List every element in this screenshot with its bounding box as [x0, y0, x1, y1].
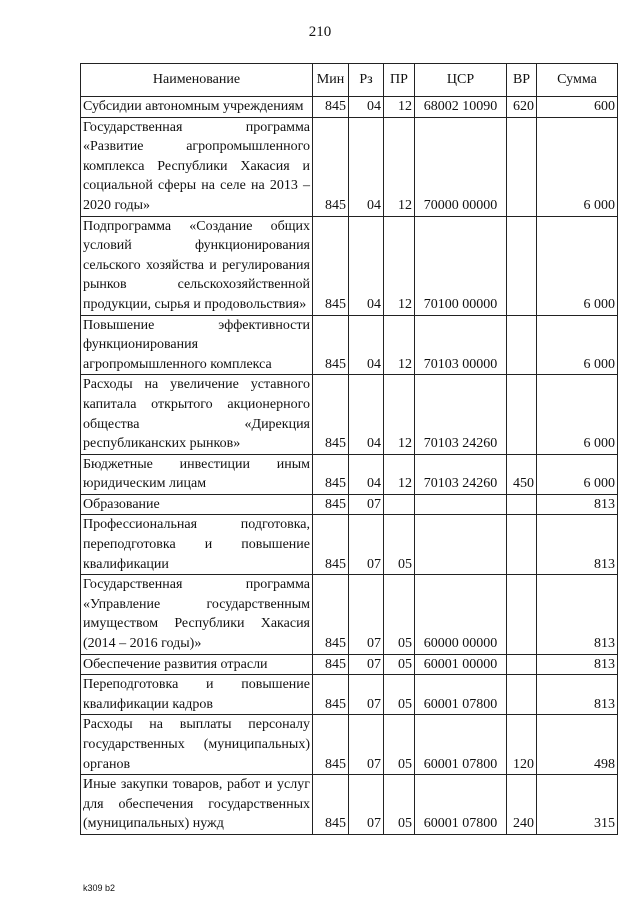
column-header-csr: ЦСР: [415, 64, 507, 97]
cell-vr: 450: [507, 454, 537, 494]
cell-csr: 60001 00000: [415, 654, 507, 675]
cell-csr: [415, 515, 507, 575]
column-header-pr: ПР: [384, 64, 415, 97]
cell-pr: 05: [384, 715, 415, 775]
cell-name: Субсидии автономным учреждениям: [81, 97, 313, 118]
cell-min: 845: [313, 575, 349, 654]
column-header-min: Мин: [313, 64, 349, 97]
cell-rz: 07: [349, 515, 384, 575]
cell-pr: 05: [384, 654, 415, 675]
cell-csr: 70100 00000: [415, 216, 507, 315]
table-row: [81, 494, 618, 515]
cell-pr: 05: [384, 515, 415, 575]
cell-vr: [507, 315, 537, 375]
cell-sum: 813: [537, 515, 618, 575]
cell-sum: 813: [537, 575, 618, 654]
cell-min: 845: [313, 454, 349, 494]
cell-name: Образование: [81, 494, 313, 515]
cell-pr: 05: [384, 675, 415, 715]
cell-rz: 04: [349, 117, 384, 216]
cell-rz: 04: [349, 454, 384, 494]
cell-name: Государственная программа «Развитие агропромышленного комплекса Республики Хакасия и социальной сферы на селе на 2013 – 2020 годы»: [81, 117, 313, 216]
column-header-sum: Сумма: [537, 64, 618, 97]
cell-pr: 12: [384, 375, 415, 454]
table-header-row: [81, 64, 618, 97]
cell-csr: 60001 07800: [415, 715, 507, 775]
cell-name: Расходы на увеличение уставного капитала открытого акционерного общества «Дирекция республиканских рынков»: [81, 375, 313, 454]
cell-vr: 120: [507, 715, 537, 775]
cell-csr: 60001 07800: [415, 775, 507, 835]
cell-min: 845: [313, 216, 349, 315]
cell-min: 845: [313, 775, 349, 835]
cell-min: 845: [313, 515, 349, 575]
budget-table: [80, 63, 618, 835]
cell-pr: 12: [384, 97, 415, 118]
table-row: [81, 715, 618, 775]
cell-sum: 6 000: [537, 117, 618, 216]
cell-sum: 6 000: [537, 315, 618, 375]
cell-vr: [507, 375, 537, 454]
cell-csr: 60001 07800: [415, 675, 507, 715]
cell-sum: 813: [537, 654, 618, 675]
table-row: [81, 216, 618, 315]
column-header-vr: ВР: [507, 64, 537, 97]
cell-vr: [507, 494, 537, 515]
cell-rz: 07: [349, 715, 384, 775]
cell-vr: [507, 216, 537, 315]
table-row: [81, 454, 618, 494]
table-row: [81, 97, 618, 118]
cell-rz: 04: [349, 375, 384, 454]
cell-sum: 813: [537, 675, 618, 715]
cell-rz: 04: [349, 97, 384, 118]
cell-csr: [415, 494, 507, 515]
table-row: [81, 675, 618, 715]
cell-name: Подпрограмма «Создание общих условий функционирования сельского хозяйства и регулирования рынков сельскохозяйственной продукции, сырья и продовольствия»: [81, 216, 313, 315]
table-row: [81, 315, 618, 375]
cell-sum: 498: [537, 715, 618, 775]
cell-rz: 07: [349, 654, 384, 675]
cell-sum: 6 000: [537, 216, 618, 315]
cell-csr: 70103 24260: [415, 375, 507, 454]
table-row: [81, 515, 618, 575]
table-row: [81, 117, 618, 216]
cell-vr: 240: [507, 775, 537, 835]
cell-name: Государственная программа «Управление государственным имуществом Республики Хакасия (2014 – 2016 годы)»: [81, 575, 313, 654]
cell-min: 845: [313, 315, 349, 375]
cell-vr: [507, 675, 537, 715]
cell-pr: [384, 494, 415, 515]
column-header-rz: Рз: [349, 64, 384, 97]
table-row: [81, 575, 618, 654]
cell-name: Обеспечение развития отрасли: [81, 654, 313, 675]
column-header-name: Наименование: [81, 64, 313, 97]
cell-sum: 6 000: [537, 375, 618, 454]
cell-csr: 70000 00000: [415, 117, 507, 216]
cell-rz: 04: [349, 216, 384, 315]
cell-vr: [507, 515, 537, 575]
cell-pr: 05: [384, 575, 415, 654]
page-number: 210: [308, 24, 332, 40]
cell-min: 845: [313, 375, 349, 454]
cell-sum: 6 000: [537, 454, 618, 494]
cell-pr: 12: [384, 454, 415, 494]
cell-name: Профессиональная подготовка, переподготовка и повышение квалификации: [81, 515, 313, 575]
table-row: [81, 775, 618, 835]
cell-pr: 12: [384, 216, 415, 315]
cell-pr: 12: [384, 315, 415, 375]
cell-csr: 60000 00000: [415, 575, 507, 654]
cell-rz: 04: [349, 315, 384, 375]
cell-sum: 600: [537, 97, 618, 118]
footer-code: k309 b2: [83, 883, 116, 893]
cell-rz: 07: [349, 494, 384, 515]
cell-vr: [507, 117, 537, 216]
cell-pr: 05: [384, 775, 415, 835]
cell-csr: 70103 00000: [415, 315, 507, 375]
table-row: [81, 654, 618, 675]
cell-vr: [507, 654, 537, 675]
cell-min: 845: [313, 97, 349, 118]
cell-rz: 07: [349, 675, 384, 715]
cell-min: 845: [313, 117, 349, 216]
cell-csr: 68002 10090: [415, 97, 507, 118]
cell-min: 845: [313, 715, 349, 775]
cell-min: 845: [313, 654, 349, 675]
cell-name: Расходы на выплаты персоналу государственных (муниципальных) органов: [81, 715, 313, 775]
cell-pr: 12: [384, 117, 415, 216]
cell-min: 845: [313, 494, 349, 515]
cell-name: Переподготовка и повышение квалификации кадров: [81, 675, 313, 715]
cell-vr: 620: [507, 97, 537, 118]
cell-sum: 813: [537, 494, 618, 515]
cell-min: 845: [313, 675, 349, 715]
cell-name: Повышение эффективности функционирования агропромышленного комплекса: [81, 315, 313, 375]
cell-name: Бюджетные инвестиции иным юридическим лицам: [81, 454, 313, 494]
cell-name: Иные закупки товаров, работ и услуг для обеспечения государственных (муниципальных) нужд: [81, 775, 313, 835]
cell-csr: 70103 24260: [415, 454, 507, 494]
cell-rz: 07: [349, 575, 384, 654]
cell-rz: 07: [349, 775, 384, 835]
table-row: [81, 375, 618, 454]
cell-sum: 315: [537, 775, 618, 835]
cell-vr: [507, 575, 537, 654]
